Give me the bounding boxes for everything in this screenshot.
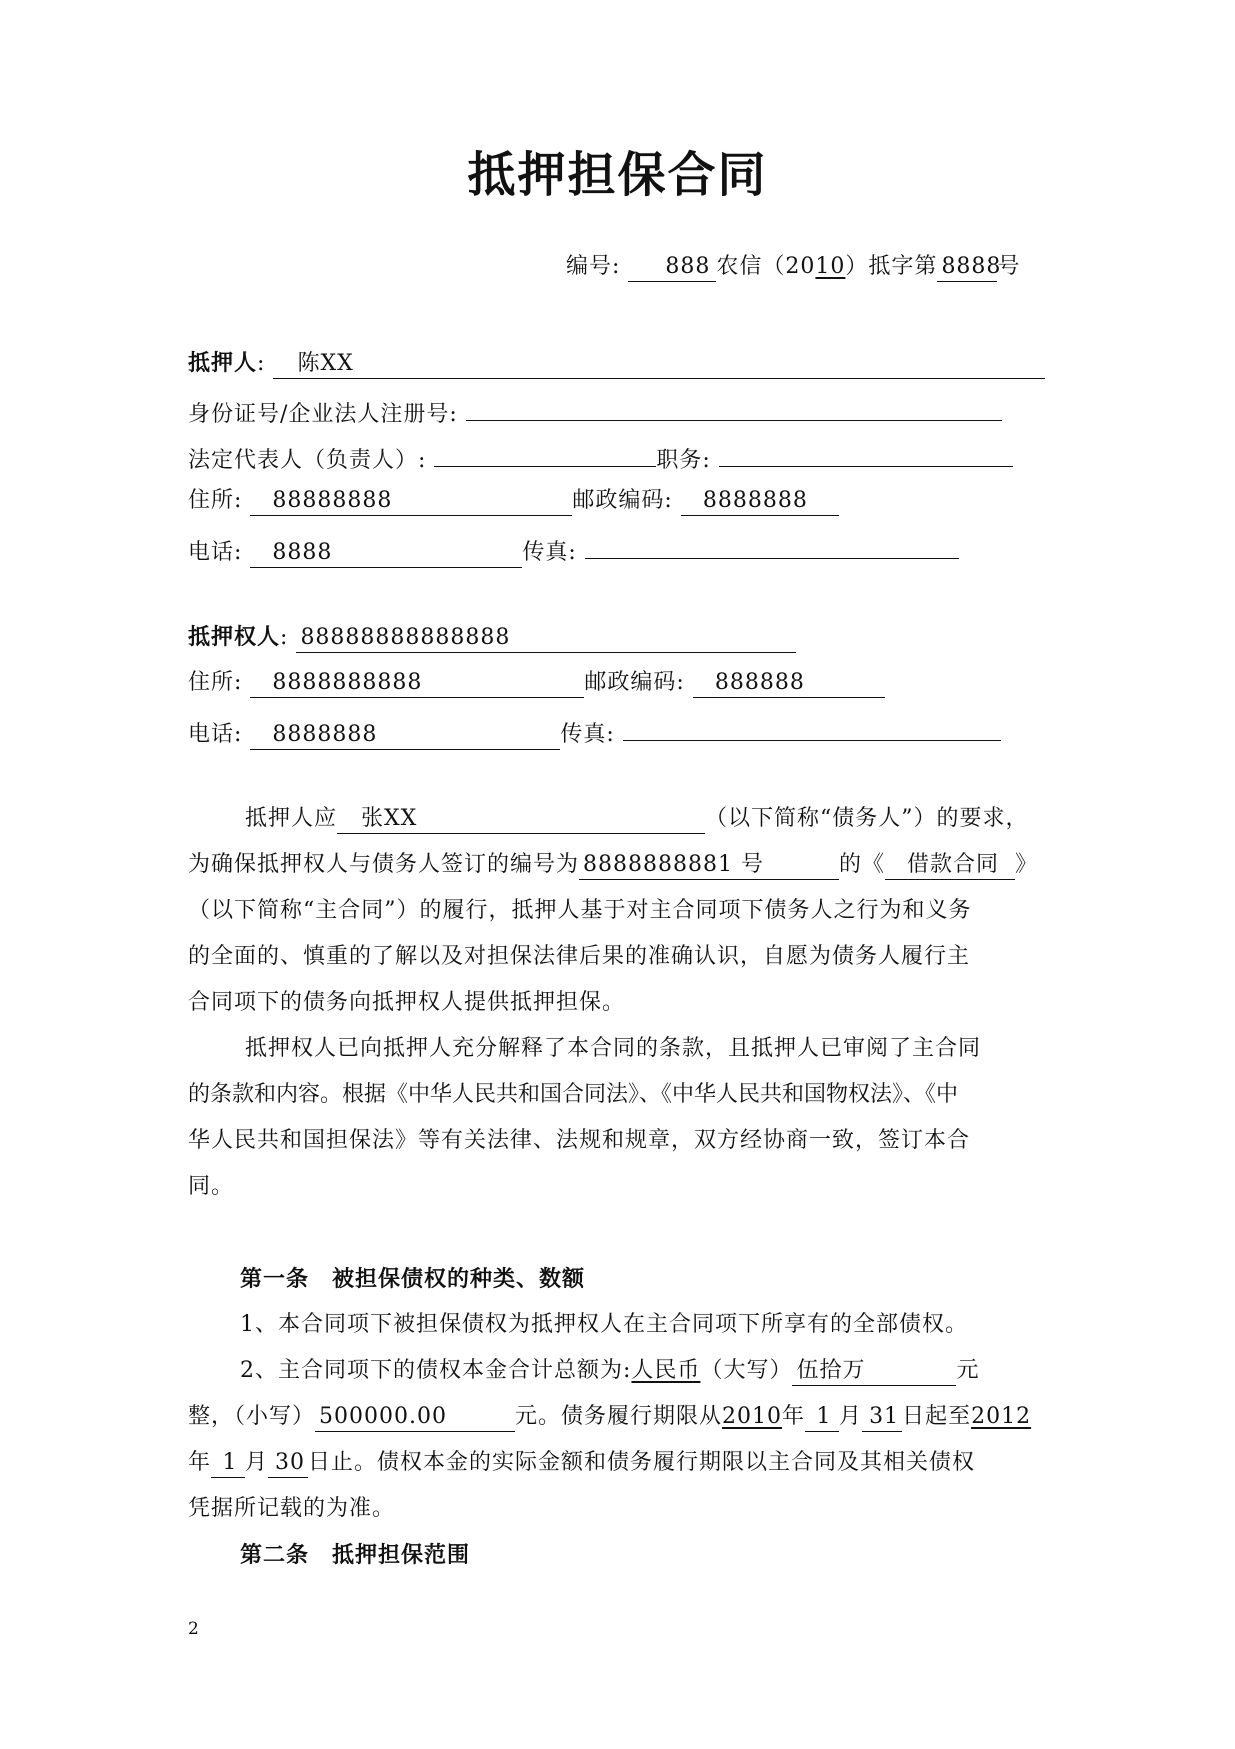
mortgagee-phone-line: 电话: 8888888 传真: <box>188 712 1001 746</box>
article-1-item-2-line-4: 凭据所记载的为准。 <box>188 1496 396 1521</box>
document-title: 抵押担保合同 <box>467 147 768 203</box>
number-part5: 8888 <box>937 253 997 282</box>
end-day-field: 30 <box>268 1449 308 1478</box>
article-2-heading: 第二条 抵押担保范围 <box>240 1542 471 1568</box>
page-number: 2 <box>188 1619 199 1639</box>
intro-line-4: 的全面的、慎重的了解以及对担保法律后果的准确认识，自愿为债务人履行主 <box>188 944 971 969</box>
start-year: 2010 <box>722 1404 783 1429</box>
contract-no-field: 8888888881 号 <box>579 851 839 880</box>
intro-p2-line-3: 华人民共和国担保法》等有关法律、法规和规章，双方经协商一致，签订本合 <box>188 1128 971 1153</box>
start-month-field: 1 <box>805 1403 839 1432</box>
mortgagor-id-field <box>466 392 1002 421</box>
intro-p2-line-1: 抵押权人已向抵押人充分解释了本合同的条款，且抵押人已审阅了主合同 <box>245 1036 982 1061</box>
contract-name-field: 借款合同 <box>885 851 1015 880</box>
mortgagor-address-field: 88888888 <box>250 487 572 516</box>
debtor-field: 张XX <box>337 805 705 834</box>
contract-number-line: 编号: 888 农信（2010）抵字第 8888号 <box>566 250 1020 284</box>
mortgagor-name-field: 陈XX <box>273 350 1045 379</box>
amount-number-field: 500000.00 <box>315 1403 515 1432</box>
end-month-field: 1 <box>211 1449 245 1478</box>
article-1-item-2-line-3: 年 1 月 30 日止。债权本金的实际金额和债务履行期限以主合同及其相关债权 <box>188 1446 975 1480</box>
mortgagee-address-field: 8888888888 <box>250 669 584 698</box>
mortgagor-rep-field <box>434 438 656 467</box>
end-year: 2012 <box>971 1404 1032 1429</box>
intro-line-5: 合同项下的债务向抵押权人提供抵押担保。 <box>188 990 626 1015</box>
mortgagor-postcode-field: 8888888 <box>681 487 839 516</box>
intro-line-2: 为确保抵押权人与债务人签订的编号为 8888888881 号 的《 借款合同 》 <box>188 848 1038 882</box>
mortgagor-phone-field: 8888 <box>250 539 522 568</box>
article-1-item-2-line-1: 2、主合同项下的债权本金合计总额为:人民币（大写） 伍拾万 元 <box>240 1354 979 1388</box>
mortgagor-name-line: 抵押人: 陈XX <box>188 346 1045 380</box>
article-1-item-2-line-2: 整，（小写） 500000.00 元。债务履行期限从2010年 1 月 31 日起至2012 <box>188 1400 1031 1434</box>
intro-p2-line-2: 的条款和内容。根据《中华人民共和国合同法》、《中华人民共和国物权法》、《中 <box>188 1082 959 1107</box>
mortgagee-address-line: 住所: 8888888888 邮政编码: 888888 <box>188 666 885 700</box>
amount-words-field: 伍拾万 <box>792 1357 956 1386</box>
mortgagor-position-field <box>719 438 1013 467</box>
start-day-field: 31 <box>862 1403 902 1432</box>
number-part1: 888 <box>628 253 716 282</box>
mortgagee-phone-field: 8888888 <box>250 721 560 750</box>
mortgagee-fax-field <box>623 712 1001 741</box>
mortgagee-name-field: 88888888888888 <box>296 624 796 653</box>
mortgagor-address-line: 住所: 88888888 邮政编码: 8888888 <box>188 484 839 518</box>
mortgagee-postcode-field: 888888 <box>693 669 885 698</box>
mortgagor-fax-field <box>585 530 959 559</box>
article-1-item-1: 1、本合同项下被担保债权为抵押权人在主合同项下所享有的全部债权。 <box>240 1312 968 1337</box>
intro-line-3: （以下简称“主合同”）的履行，抵押人基于对主合同项下债务人之行为和义务 <box>188 898 972 923</box>
intro-p2-line-4: 同。 <box>188 1174 235 1199</box>
intro-line-1: 抵押人应 张XX （以下简称“债务人”）的要求， <box>245 802 1029 836</box>
mortgagor-rep-line: 法定代表人（负责人）: 职务: <box>188 438 1013 472</box>
mortgagor-id-line: 身份证号/企业法人注册号: <box>188 392 1002 426</box>
mortgagor-phone-line: 电话: 8888 传真: <box>188 530 959 564</box>
mortgagee-name-line: 抵押权人: 88888888888888 <box>188 620 796 654</box>
article-1-heading: 第一条 被担保债权的种类、数额 <box>240 1266 586 1292</box>
